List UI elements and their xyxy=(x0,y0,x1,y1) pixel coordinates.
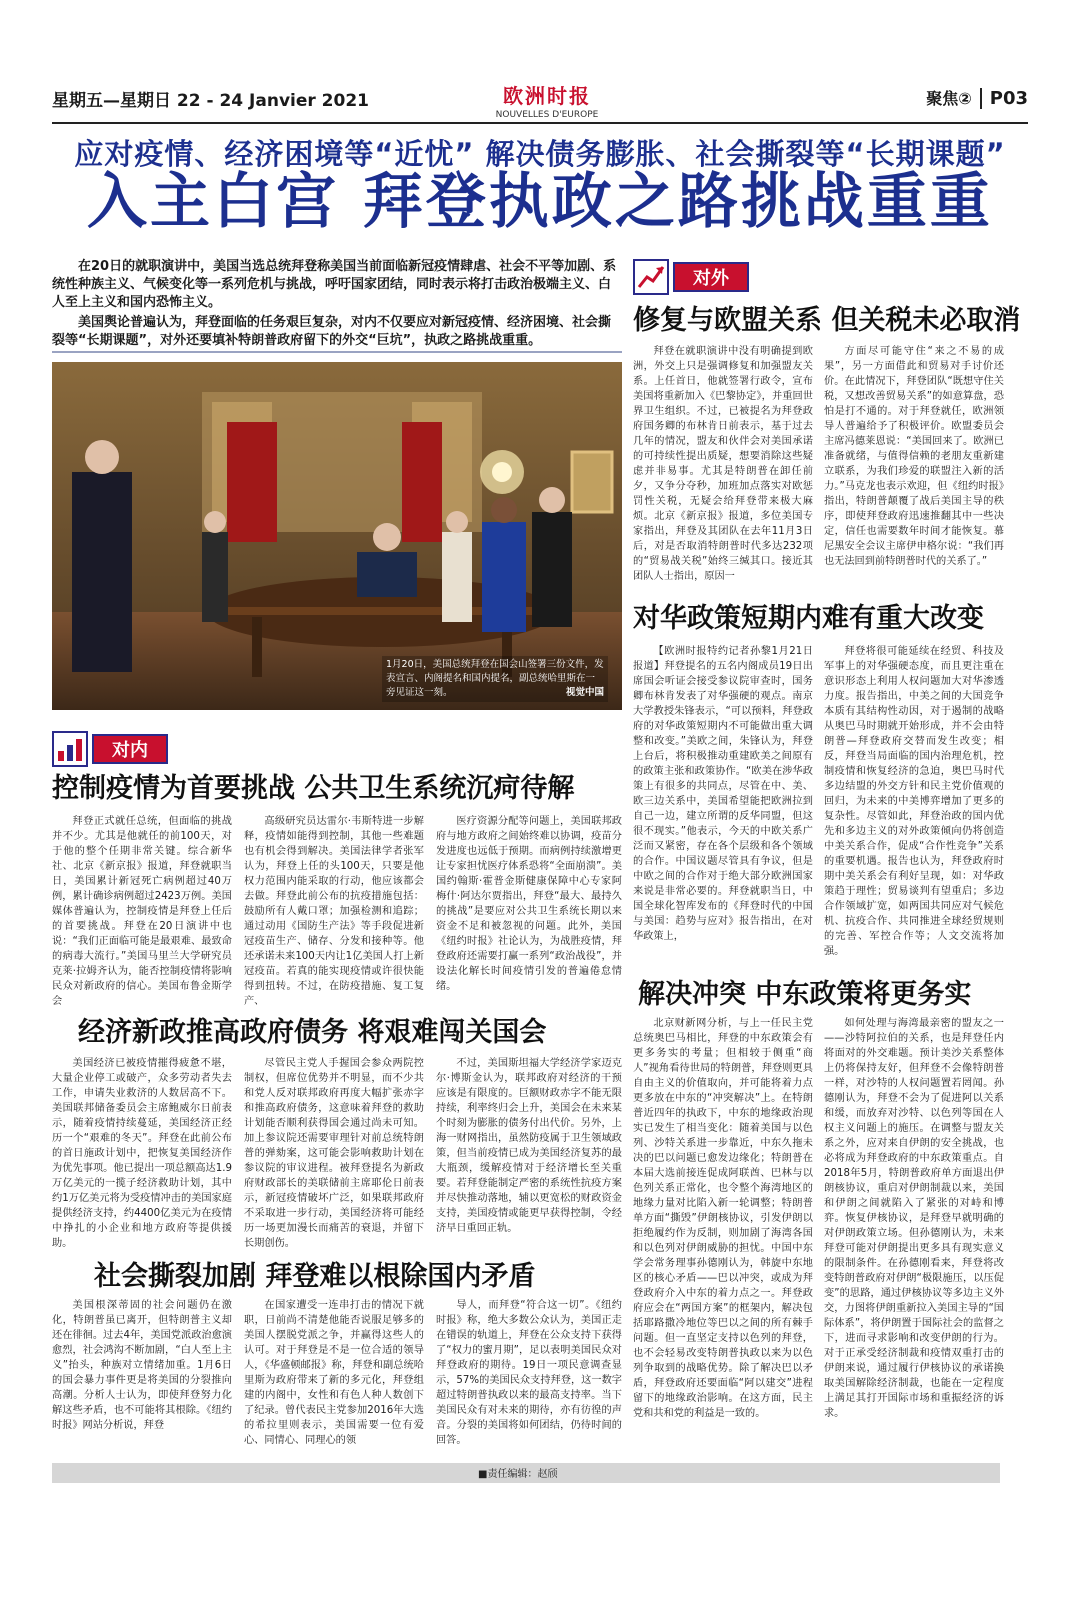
epidemic-col1-text: 拜登正式就任总统，但面临的挑战并不少。尤其是他就任的前100天，对于他的整个任期非常关键。综合新华社、北京《新京报》报道，拜登就职当日，美国累计新冠死亡病例超过40万例，累计确诊病例超过2423万例。美国媒体普遍认为，控制疫情是拜登上任后的首要挑战。拜登在20日演讲中也说：“我们正面临可能是最艰难、最致命的病毒大流行。”美国马里兰大学研究员克莱·拉姆齐认为，能否控制疫情将影响民众对新政府的信心。美国布鲁金斯学会 xyxy=(52,816,232,1007)
society-col2-text: 在国家遭受一连串打击的情况下就职，日前尚不清楚他能否说服足够多的美国人摆脱党派之争，并赢得这些人的认可。对于拜登是不是一位合适的领导人，《华盛顿邮报》称，拜登和副总统哈里斯为政府带来了新的多元化，拜登组建的内阁中，女性和有色人种人数创下了纪录。曾代表民主党参加2016年大选的希拉里则表示，美国需要一位有爱心、同情心、同理心的领 xyxy=(244,1300,424,1446)
lead-p2: 美国舆论普遍认为，拜登面临的任务艰巨复杂，对内不仅要应对新冠疫情、经济困境、社会撕裂等“长期课题”，对外还要填补特朗普政府留下的外交“巨坑”，执政之路挑战重重。 xyxy=(52,315,612,348)
china-col1 xyxy=(633,644,813,974)
epidemic-col2 xyxy=(244,814,424,1019)
economy-col3 xyxy=(436,1056,622,1256)
mideast-col2 xyxy=(824,1016,1004,1458)
china-col2 xyxy=(824,644,1004,974)
mideast-title: 解决冲突 中东政策将更务实 xyxy=(638,979,972,1010)
mideast-col2-text: 如何处理与海湾最亲密的盟友之一——沙特阿拉伯的关系，也是拜登任内将面对的外交难题。预计美沙关系整体上仍将保持友好，但拜登不会像特朗普一样，对沙特的人权问题置若罔闻。孙德刚认为，拜登不会为了促进阿以关系和缓，而放弃对沙特、以色列等国在人权主义问题上的施压。在调整与盟友关系之外，应对来自伊朗的安全挑战，也必将成为拜登政府的中东政策重点。自2018年5月，特朗普政府单方面退出伊朗核协议，重启对伊朗制裁以来，美国和伊朗之间就陷入了紧张的对峙和博弈。恢复伊核协议，是拜登早就明确的对伊朗政策立场。但孙德刚认为，未来拜登可能对伊朗提出更多具有现实意义的限制条件。在孙德刚看来，拜登将改变特朗普政府对伊朗“极限施压，以压促变”的思路，通过伊核协议等多边主义外交，力图将伊朗重新拉入美国主导的“国际体系”，将伊朗置于国际社会的监督之下，进而寻求影响和改变伊朗的行为。对于正承受经济制裁和疫情双重打击的伊朗来说，通过履行伊核协议的承诺换取美国解除经济制裁，也能在一定程度上满足其打开国际市场和重振经济的诉求。 xyxy=(824,1018,1004,1419)
epidemic-title: 控制疫情为首要挑战 公共卫生系统沉疴待解 xyxy=(52,773,575,804)
photo-caption-text: 1月20日，美国总统拜登在国会山签署三份文件，发表宣言、内阁提名和国内提名，副总统哈里斯在一旁见证这一刻。 xyxy=(386,659,604,698)
issue-date: 星期五—星期日 22 - 24 Janvier 2021 xyxy=(52,91,369,111)
masthead-rule xyxy=(52,122,1028,124)
society-col1-text: 美国根深蒂固的社会问题仍在激化，特朗普虽已离开，但特朗普主义却还在徘徊。过去4年，美国党派政治愈演愈烈，社会鸿沟不断加剧，“白人至上主义”抬头，种族对立情绪加重。1月6日的国会暴力事件更是将美国的分裂推向高潮。分析人士认为，即使拜登努力化解这些矛盾，也不可能将其根除。《纽约时报》网站分析说，拜登 xyxy=(52,1300,232,1431)
epidemic-col3 xyxy=(436,814,622,1019)
europe-col2 xyxy=(824,344,1004,596)
society-col1 xyxy=(52,1298,232,1458)
europe-col2-text: 方面尽可能守住“来之不易的成果”，另一方面借此和贸易对手讨价还价。在此情况下，拜登团队“既想守住关税，又想改善贸易关系”的如意算盘，恐怕是打不通的。对于拜登就任，欧洲领导人普遍给予了积极评价。欧盟委员会主席冯德莱恩说：“美国回来了。欧洲已准备就绪，与值得信赖的老朋友重新建立联系，为我们珍爱的联盟注入新的活力。”马克龙也表示欢迎，但《纽约时报》指出，特朗普颠覆了战后美国主导的秩序，即使拜登政府迅速推翻其中一些决定，信任也需要数年时间才能恢复。慕尼黑安全会议主席伊申格尔说：“我们再也无法回到前特朗普时代的关系了。” xyxy=(824,346,1004,567)
society-col3-text: 导人，而拜登“符合这一切”。《纽约时报》称，绝大多数公众认为，美国正走在错误的轨道上，拜登在公众支持下获得了“权力的蜜月期”，足以表明美国民众对拜登政府的期待。19日一项民意调查显示，57%的美国民众支持拜登，这一数字超过特朗普执政以来的最高支持率。当下美国民众有对未来的期待，亦有彷徨的声音。分裂的美国将如何团结，仍待时间的回答。 xyxy=(436,1300,622,1446)
logo-chinese: 欧洲时报 xyxy=(503,84,591,108)
section-label: 聚焦② xyxy=(926,89,972,108)
epidemic-col2-text: 高级研究员达雷尔·韦斯特进一步解释，疫情如能得到控制，其他一些难题也有机会得到解决。美国法律学者张军认为，拜登上任的头100天，只要是他权力范围内能采取的行动，他应该都会去做。拜登此前公布的抗疫措施包括：鼓励所有人戴口罩；加强检测和追踪；通过动用《国防生产法》等手段促进新冠疫苗生产、储存、分发和接种等。他还承诺未来100天内让1亿美国人打上新冠疫苗。若真的能实现疫情或许很快能得到扭转。不过，在防疫措施、复工复产、 xyxy=(244,816,424,1007)
economy-title: 经济新政推高政府债务 将艰难闯关国会 xyxy=(78,1017,547,1048)
society-col3 xyxy=(436,1298,622,1458)
bar-chart-icon xyxy=(52,731,88,767)
page-number: P03 xyxy=(980,88,1028,109)
logo-french: NOUVELLES D'EUROPE xyxy=(495,110,599,120)
china-col2-text: 拜登将很可能延续在经贸、科技及军事上的对华强硬态度，而且更注重在意识形态上利用人权问题加大对华渗透力度。报告指出，中美之间的大国竞争本质有其结构性动因，对于遏制的战略从奥巴马时期就开始形成，并不会由特朗普—拜登政府交替而发生改变；相反，拜登当局面临的国内治理危机，控制疫情和恢复经济的急迫，奥巴马时代多边结盟的外交方针和民主党价值观的回归，为未来的中美博弈增加了更多的复杂性。尽管如此，拜登治政的国内优先和多边主义的对外政策倾向仍将创造中美关系合作，促成“合作性竞争”关系的重要机遇。报告也认为，拜登政府时期中美关系会有利好呈现，如：对华政策趋于理性；贸易谈判有望重启；多边合作领域扩宽，如两国共同应对气候危机、抗疫合作、共同推进全球经贸规则的完善、军控合作等；人文交流将加强。 xyxy=(824,646,1004,957)
economy-col1-text: 美国经济已被疫情摧得疲惫不堪，大量企业停工或破产，众多劳动者失去工作，申请失业救济的人数居高不下。美国联邦储备委员会主席鲍威尔日前表示，随着疫情持续蔓延，美国经济正经历一个“艰难的冬天”。拜登在此前公布的首日施政计划中，把恢复美国经济作为优先事项。他已提出一项总额高达1.9万亿美元的一揽子经济救助计划，其中约1万亿美元将为受疫情冲击的美国家庭提供经济支持，约4400亿美元为在疫情中挣扎的小企业和地方政府等提供援助。 xyxy=(52,1058,232,1249)
masthead xyxy=(52,80,1028,122)
lead-paragraph xyxy=(52,258,622,352)
society-title: 社会撕裂加剧 拜登难以根除国内矛盾 xyxy=(94,1261,536,1292)
epidemic-col3-text: 医疗资源分配等问题上，美国联邦政府与地方政府之间始终难以协调，疫苗分发进度也远低于预期。而病例持续激增更让专家担忧医疗体系恐将“全面崩溃”。美国约翰斯·霍普金斯健康保障中心专家阿梅什·阿达尔贾指出，拜登“最大、最持久的挑战”是要应对公共卫生系统长期以来资金不足和被忽视的问题。此外，美国《纽约时报》社论认为，为战胜疫情，拜登政府还需要打赢一系列“政治战役”，并设法化解长时间疫情引发的普遍倦怠情绪。 xyxy=(436,816,622,992)
europe-col1-text: 拜登在就职演讲中没有明确提到欧洲，外交上只是强调修复和加强盟友关系。上任首日，他就签署行政令，宣布美国将重新加入《巴黎协定》，并重回世界卫生组织。不过，已被提名为拜登政府国务卿的布林肯日前表示，基于过去几年的情况，盟友和伙伴会对美国承诺的可持续性提出质疑，想要消除这些疑虑并非易事。尤其是特朗普在卸任前夕，又争分夺秒，加班加点落实对欧惩罚性关税，无疑会给拜登带来极大麻烦。北京《新京报》报道，多位美国专家指出，拜登及其团队在去年11月3日后，对是否取消特朗普时代多达232项的“贸易战关税”始终三缄其口。接近其团队人士指出，原因一 xyxy=(633,346,813,582)
economy-col2 xyxy=(244,1056,424,1256)
europe-title: 修复与欧盟关系 但关税未必取消 xyxy=(633,305,1021,336)
mideast-col1-text: 北京财新网分析，与上一任民主党总统奥巴马相比，拜登的中东政策会有更多务实的考量；但相较于侧重“商人”视角看待世局的特朗普，拜登则更具自由主义的价值取向，并可能将着力点更多放在中东的“冲突解决”上。在特朗普近四年的执政下，中东的地缘政治现实已发生了相当变化：随着美国与以色列、沙特关系进一步靠近，中东久拖未决的巴以问题已愈发边缘化；特朗普在本届大选前接连促成阿联酋、巴林与以色列关系正常化，也令整个海湾地区的地缘力量对比陷入新一轮调整；特朗普单方面“撕毁”伊朗核协议，引发伊朗以拒绝履约作为反制，则加剧了海湾各国和以色列对伊朗威胁的担忧。中国中东学会常务理事孙德刚认为，韩旋中东地区的核心矛盾——巴以冲突，或成为拜登政府介入中东的着力点之一。拜登政府应会在“两国方案”的框架内，解决包括耶路撒冷地位等巴以之间的所有棘手问题。但一直坚定支持以色列的拜登，也不会轻易改变特朗普执政以来为以色列争取到的战略优势。除了解决巴以矛盾，拜登政府还要面临“阿以建交”进程留下的地缘政治影响。在这方面，民主党和共和党的利益是一致的。 xyxy=(633,1018,813,1419)
europe-col1 xyxy=(633,344,813,596)
trend-arrow-icon xyxy=(633,259,669,295)
newspaper-logo[interactable] xyxy=(482,80,612,120)
sub-headline: 应对疫情、经济困境等“近忧” 解决债务膨胀、社会撕裂等“长期课题” xyxy=(74,137,1006,171)
mideast-col1 xyxy=(633,1016,813,1458)
economy-col2-text: 尽管民主党人手握国会参众两院控制权，但席位优势并不明显，而不少共和党人反对联邦政府再度大幅扩张赤字和推高政府债务，这意味着拜登的救助计划能否顺利获得国会通过尚未可知。加上参议院还需要审理针对前总统特朗普的弹劾案，这可能会影响救助计划在参议院的审议进程。被拜登提名为新政府财政部长的美联储前主席耶伦日前表示，新冠疫情破坏广泛，如果联邦政府不采取进一步行动，美国经济将可能经历一场更加漫长而痛苦的衰退，并留下长期创伤。 xyxy=(244,1058,424,1249)
page-info xyxy=(926,86,1028,109)
lead-p1: 在20日的就职演讲中，美国当选总统拜登称美国当前面临新冠疫情肆虐、社会不平等加剧、系统性种族主义、气候变化等一系列危机与挑战，呼吁国家团结，同时表示将打击政治极端主义、白人至上主义和国内恐怖主义。 xyxy=(52,259,617,310)
tag-domestic xyxy=(52,730,168,768)
china-col1-text: 【欧洲时报特约记者孙黎1月21日报道】拜登提名的五名内阁成员19日出席国会听证会接受参议院审查时，国务卿布林肯发表了对华强硬的观点。南京大学教授朱锋表示，“可以预料，拜登政府的对华政策短期内不可能做出重大调整和改变。”美欧之间，朱锋认为，拜登上台后，将积极推动重建欧美之间原有的政策主张和政策协作。“欧美在涉华政策上有很多的共同点，尽管在中、美、欧三边关系中，美国希望能把欧洲拉到自己一边，建立所谓的反华同盟，但这很不现实。”他表示，今天的中欧关系广泛而又紧密，存在各个层级和各个领域的合作。中国议题尽管具有争议，但是中欧之间的合作对于绝大部分欧洲国家来说是非常必要的。拜登就职当日，中国全球化智库发布的《拜登时代的中国与美国：趋势与应对》报告指出，在对华政策上， xyxy=(633,646,813,942)
china-title: 对华政策短期内难有重大改变 xyxy=(633,603,984,634)
lead-rule xyxy=(52,351,622,353)
tag-domestic-label: 对内 xyxy=(92,734,168,764)
economy-col3-text: 不过，美国斯坦福大学经济学家迈克尔·博斯金认为，联邦政府对经济的干预应该是有限度的。巨额财政赤字不能无限持续，利率终归会上升，美国会在未来某个时刻为膨胀的债务付出代价。另外，上海一财网指出，虽然防疫属于卫生领域政策，但当前疫情已成为美国经济复苏的最大瓶颈，缓解疫情对于经济增长至关重要。若拜登能制定严密的系统性抗疫方案并尽快推动落地，辅以更宽松的财政资金支持，美国疫情或能更早获得控制，令经济早日重回正轨。 xyxy=(436,1058,622,1234)
tag-foreign xyxy=(633,258,749,296)
news-photo[interactable] xyxy=(52,362,622,710)
epidemic-col1 xyxy=(52,814,232,1019)
society-col2 xyxy=(244,1298,424,1458)
main-headline: 入主白宫 拜登执政之路挑战重重 xyxy=(87,167,993,237)
photo-credit: 视觉中国 xyxy=(565,687,604,698)
photo-caption xyxy=(382,656,608,702)
economy-col1 xyxy=(52,1056,232,1256)
editor-credit: ■责任编辑：赵颀 xyxy=(478,1469,558,1480)
tag-foreign-label: 对外 xyxy=(673,262,749,292)
